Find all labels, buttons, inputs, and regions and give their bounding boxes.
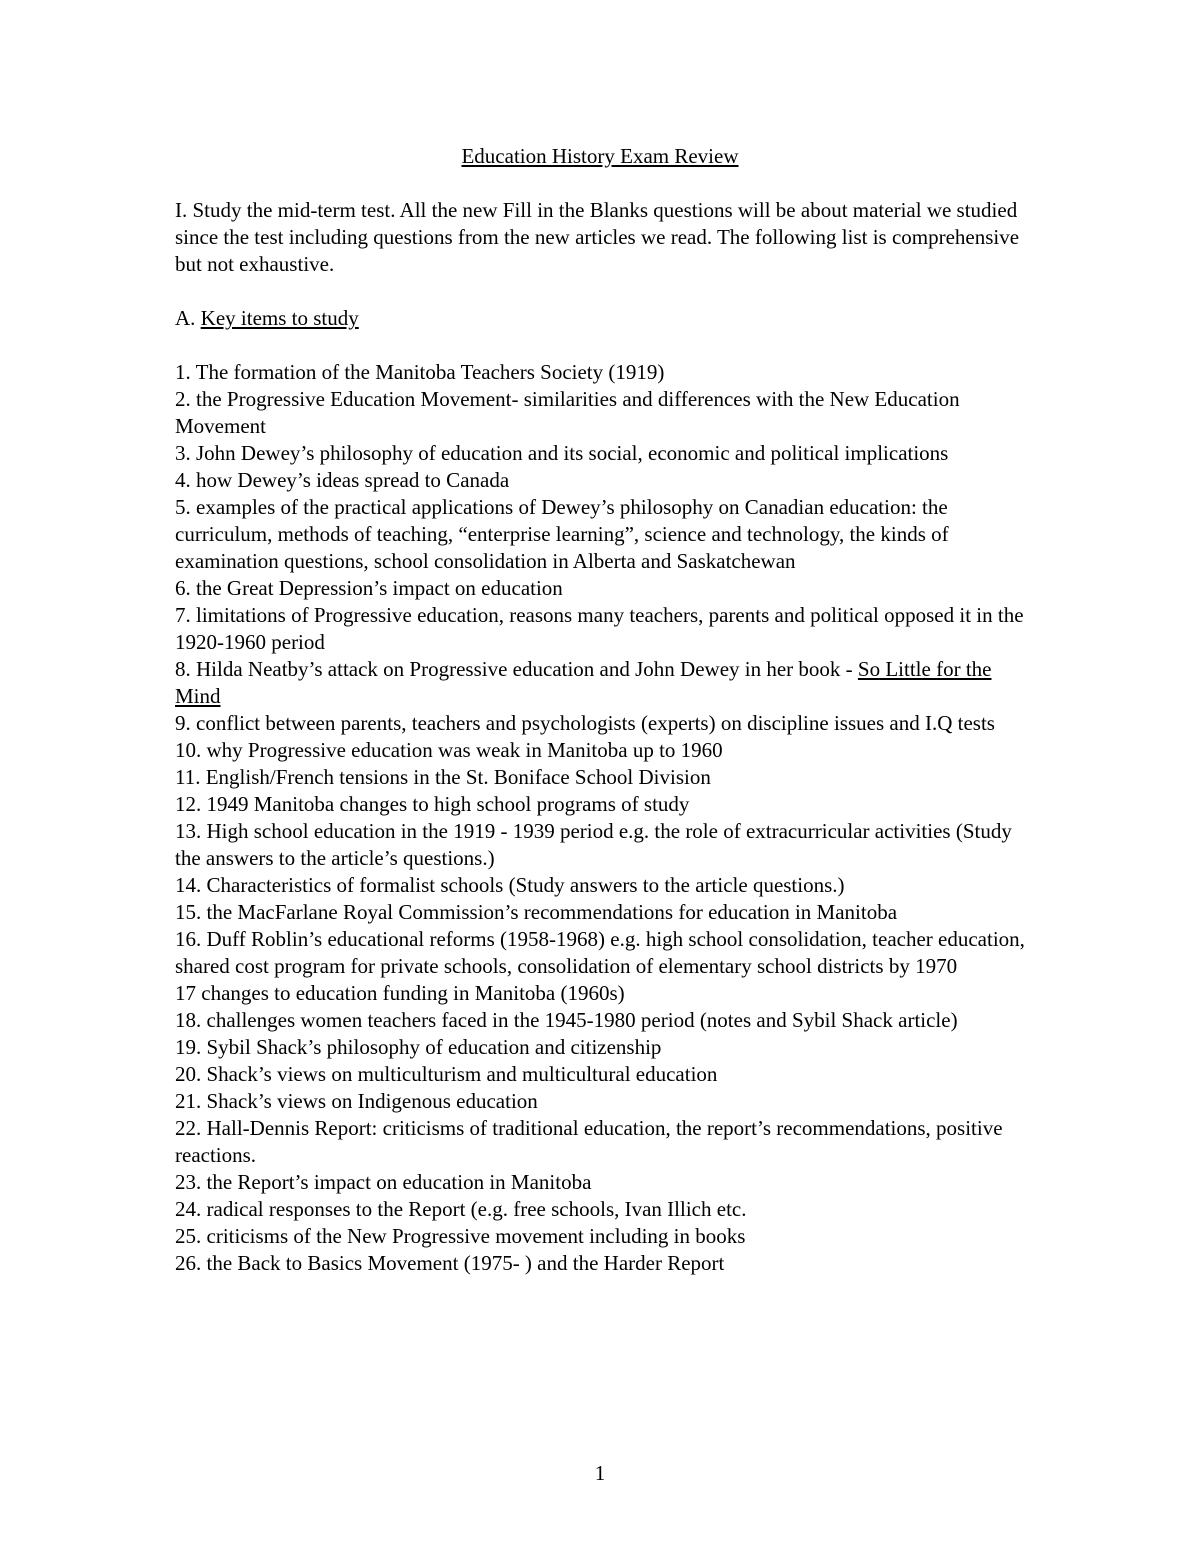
list-item: 17 changes to education funding in Manitoba (1960s) <box>175 981 625 1005</box>
list-item: 24. radical responses to the Report (e.g. free schools, Ivan Illich etc. <box>175 1197 747 1221</box>
book-title: So Little for the Mind <box>175 657 992 708</box>
list-item: 16. Duff Roblin’s educational reforms (1958-1968) e.g. high school consolidation, teacher education, shared cost program for private schools, consolidation of elementary school districts by 1970 <box>175 927 1025 978</box>
list-item: 23. the Report’s impact on education in Manitoba <box>175 1170 592 1194</box>
list-item: 20. Shack’s views on multiculturism and multicultural education <box>175 1062 718 1086</box>
item-8-text: 8. Hilda Neatby’s attack on Progressive education and John Dewey in her book - <box>175 657 858 681</box>
list-item: 4. how Dewey’s ideas spread to Canada <box>175 468 510 492</box>
section-heading <box>175 305 1035 332</box>
list-item: 26. the Back to Basics Movement (1975- ) and the Harder Report <box>175 1251 725 1275</box>
section-prefix: A. <box>175 306 201 330</box>
list-item: 2. the Progressive Education Movement- similarities and differences with the New Education Movement <box>175 387 960 438</box>
list-item: 18. challenges women teachers faced in the 1945-1980 period (notes and Sybil Shack article) <box>175 1008 958 1032</box>
intro-paragraph: I. Study the mid-term test. All the new Fill in the Blanks questions will be about material we studied since the test including questions from the new articles we read. The following list is comprehensive but not exhaustive. <box>175 198 1020 276</box>
page-number: 1 <box>594 1461 606 1485</box>
list-item: 5. examples of the practical applications of Dewey’s philosophy on Canadian education: the curriculum, methods of teaching, “enterprise learning”, science and technology, the kinds of examination questions, school consolidation in Alberta and Saskatchewan <box>175 495 949 573</box>
list-item: 3. John Dewey’s philosophy of education and its social, economic and political implications <box>175 441 949 465</box>
list-item: 15. the MacFarlane Royal Commission’s recommendations for education in Manitoba <box>175 900 898 924</box>
list-item: 25. criticisms of the New Progressive movement including in books <box>175 1224 746 1248</box>
list-item: 21. Shack’s views on Indigenous education <box>175 1089 538 1113</box>
list-item: 6. the Great Depression’s impact on education <box>175 576 563 600</box>
study-items-list <box>175 359 1035 1277</box>
list-item: 9. conflict between parents, teachers and psychologists (experts) on discipline issues and I.Q tests <box>175 711 995 735</box>
document-page <box>175 143 1035 1277</box>
list-item: 14. Characteristics of formalist schools (Study answers to the article questions.) <box>175 873 845 897</box>
list-item <box>175 656 1035 710</box>
list-item: 10. why Progressive education was weak in Manitoba up to 1960 <box>175 738 723 762</box>
list-item: 7. limitations of Progressive education, reasons many teachers, parents and political opposed it in the 1920-1960 period <box>175 603 1024 654</box>
section-title: Key items to study <box>200 306 359 330</box>
list-item: 1. The formation of the Manitoba Teachers Society (1919) <box>175 360 665 384</box>
list-item: 19. Sybil Shack’s philosophy of education and citizenship <box>175 1035 662 1059</box>
list-item: 11. English/French tensions in the St. Boniface School Division <box>175 765 711 789</box>
list-item: 22. Hall-Dennis Report: criticisms of traditional education, the report’s recommendations, positive reactions. <box>175 1116 1003 1167</box>
list-item: 13. High school education in the 1919 - 1939 period e.g. the role of extracurricular activities (Study the answers to the article’s questions.) <box>175 819 1012 870</box>
list-item: 12. 1949 Manitoba changes to high school programs of study <box>175 792 690 816</box>
document-title: Education History Exam Review <box>461 144 739 168</box>
